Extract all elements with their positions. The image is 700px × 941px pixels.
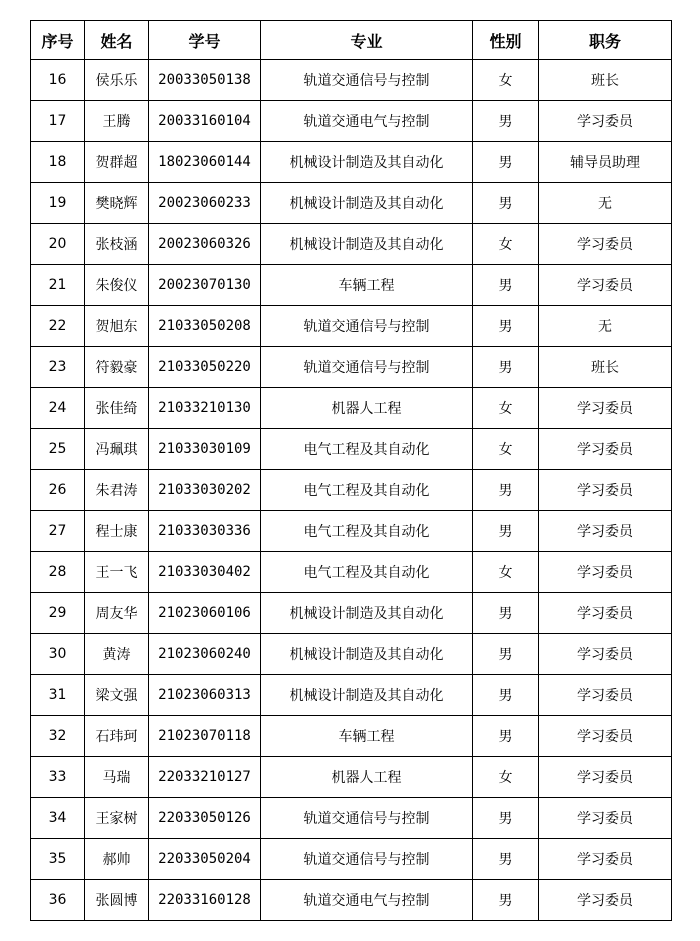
cell-student-id: 21033050220: [149, 347, 261, 388]
cell-name: 王一飞: [85, 552, 149, 593]
cell-position: 学习委员: [539, 429, 672, 470]
cell-gender: 男: [473, 675, 539, 716]
table-row: [31, 306, 672, 347]
cell-major: 车辆工程: [261, 265, 473, 306]
table-row: [31, 675, 672, 716]
cell-major: 轨道交通信号与控制: [261, 60, 473, 101]
cell-major: 轨道交通电气与控制: [261, 880, 473, 921]
cell-name: 石玮珂: [85, 716, 149, 757]
cell-student-id: 21023060240: [149, 634, 261, 675]
cell-student-id: 22033210127: [149, 757, 261, 798]
cell-gender: 男: [473, 880, 539, 921]
header-gender: 性别: [473, 21, 539, 60]
cell-position: 班长: [539, 60, 672, 101]
cell-student-id: 18023060144: [149, 142, 261, 183]
cell-gender: 男: [473, 470, 539, 511]
cell-seq: 31: [31, 675, 85, 716]
cell-name: 樊晓辉: [85, 183, 149, 224]
table-row: [31, 798, 672, 839]
cell-major: 轨道交通信号与控制: [261, 306, 473, 347]
cell-seq: 16: [31, 60, 85, 101]
cell-position: 学习委员: [539, 880, 672, 921]
cell-major: 电气工程及其自动化: [261, 552, 473, 593]
cell-gender: 男: [473, 716, 539, 757]
header-position: 职务: [539, 21, 672, 60]
cell-gender: 男: [473, 798, 539, 839]
cell-seq: 18: [31, 142, 85, 183]
cell-position: 学习委员: [539, 716, 672, 757]
cell-name: 冯珮琪: [85, 429, 149, 470]
cell-gender: 男: [473, 183, 539, 224]
table-row: [31, 60, 672, 101]
cell-student-id: 22033050126: [149, 798, 261, 839]
cell-position: 学习委员: [539, 224, 672, 265]
header-student-id: 学号: [149, 21, 261, 60]
cell-seq: 23: [31, 347, 85, 388]
cell-seq: 26: [31, 470, 85, 511]
cell-name: 朱君涛: [85, 470, 149, 511]
cell-gender: 男: [473, 265, 539, 306]
cell-name: 马瑞: [85, 757, 149, 798]
header-name: 姓名: [85, 21, 149, 60]
cell-major: 电气工程及其自动化: [261, 511, 473, 552]
cell-seq: 29: [31, 593, 85, 634]
cell-name: 黄涛: [85, 634, 149, 675]
table-row: [31, 142, 672, 183]
cell-position: 学习委员: [539, 839, 672, 880]
cell-gender: 女: [473, 552, 539, 593]
roster-body: [31, 60, 672, 921]
table-row: [31, 757, 672, 798]
cell-student-id: 21033030202: [149, 470, 261, 511]
cell-student-id: 20023070130: [149, 265, 261, 306]
table-row: [31, 716, 672, 757]
cell-gender: 女: [473, 60, 539, 101]
table-row: [31, 839, 672, 880]
cell-seq: 20: [31, 224, 85, 265]
cell-seq: 25: [31, 429, 85, 470]
cell-position: 无: [539, 306, 672, 347]
cell-name: 周友华: [85, 593, 149, 634]
cell-gender: 女: [473, 429, 539, 470]
cell-seq: 17: [31, 101, 85, 142]
roster-document: [30, 20, 672, 921]
cell-seq: 33: [31, 757, 85, 798]
cell-name: 朱俊仪: [85, 265, 149, 306]
cell-gender: 男: [473, 593, 539, 634]
cell-position: 学习委员: [539, 511, 672, 552]
cell-student-id: 21023070118: [149, 716, 261, 757]
cell-student-id: 21023060106: [149, 593, 261, 634]
cell-position: 学习委员: [539, 593, 672, 634]
cell-seq: 19: [31, 183, 85, 224]
cell-major: 机械设计制造及其自动化: [261, 634, 473, 675]
cell-name: 贺旭东: [85, 306, 149, 347]
cell-major: 机械设计制造及其自动化: [261, 183, 473, 224]
cell-seq: 24: [31, 388, 85, 429]
cell-major: 轨道交通信号与控制: [261, 839, 473, 880]
cell-major: 机械设计制造及其自动化: [261, 675, 473, 716]
cell-position: 学习委员: [539, 101, 672, 142]
cell-major: 轨道交通信号与控制: [261, 347, 473, 388]
cell-gender: 男: [473, 101, 539, 142]
cell-gender: 女: [473, 388, 539, 429]
cell-seq: 22: [31, 306, 85, 347]
cell-position: 学习委员: [539, 388, 672, 429]
table-row: [31, 183, 672, 224]
cell-gender: 男: [473, 511, 539, 552]
cell-name: 梁文强: [85, 675, 149, 716]
cell-position: 学习委员: [539, 798, 672, 839]
cell-name: 符毅豪: [85, 347, 149, 388]
cell-student-id: 22033050204: [149, 839, 261, 880]
table-row: [31, 511, 672, 552]
cell-major: 机械设计制造及其自动化: [261, 224, 473, 265]
cell-gender: 男: [473, 634, 539, 675]
cell-student-id: 20033160104: [149, 101, 261, 142]
cell-seq: 32: [31, 716, 85, 757]
cell-seq: 30: [31, 634, 85, 675]
cell-major: 车辆工程: [261, 716, 473, 757]
cell-student-id: 21033030402: [149, 552, 261, 593]
cell-position: 学习委员: [539, 675, 672, 716]
table-row: [31, 265, 672, 306]
roster-table: [30, 20, 672, 921]
cell-seq: 21: [31, 265, 85, 306]
cell-gender: 女: [473, 224, 539, 265]
cell-major: 机械设计制造及其自动化: [261, 142, 473, 183]
cell-major: 电气工程及其自动化: [261, 429, 473, 470]
table-row: [31, 224, 672, 265]
cell-name: 王腾: [85, 101, 149, 142]
cell-seq: 27: [31, 511, 85, 552]
header-major: 专业: [261, 21, 473, 60]
cell-student-id: 21033210130: [149, 388, 261, 429]
cell-student-id: 20023060233: [149, 183, 261, 224]
cell-gender: 男: [473, 142, 539, 183]
cell-position: 班长: [539, 347, 672, 388]
cell-gender: 男: [473, 347, 539, 388]
cell-name: 张枝涵: [85, 224, 149, 265]
cell-position: 学习委员: [539, 470, 672, 511]
cell-student-id: 21023060313: [149, 675, 261, 716]
cell-major: 机器人工程: [261, 757, 473, 798]
cell-major: 机器人工程: [261, 388, 473, 429]
table-row: [31, 470, 672, 511]
cell-position: 学习委员: [539, 265, 672, 306]
table-row: [31, 880, 672, 921]
cell-seq: 35: [31, 839, 85, 880]
cell-student-id: 21033050208: [149, 306, 261, 347]
cell-major: 轨道交通电气与控制: [261, 101, 473, 142]
cell-name: 张佳绮: [85, 388, 149, 429]
cell-name: 王家树: [85, 798, 149, 839]
cell-major: 轨道交通信号与控制: [261, 798, 473, 839]
cell-name: 郝帅: [85, 839, 149, 880]
table-row: [31, 101, 672, 142]
cell-student-id: 22033160128: [149, 880, 261, 921]
table-row: [31, 388, 672, 429]
cell-position: 学习委员: [539, 757, 672, 798]
cell-position: 无: [539, 183, 672, 224]
cell-major: 电气工程及其自动化: [261, 470, 473, 511]
table-row: [31, 593, 672, 634]
header-seq: 序号: [31, 21, 85, 60]
table-row: [31, 429, 672, 470]
cell-seq: 28: [31, 552, 85, 593]
cell-name: 侯乐乐: [85, 60, 149, 101]
cell-student-id: 20033050138: [149, 60, 261, 101]
cell-gender: 男: [473, 306, 539, 347]
table-row: [31, 347, 672, 388]
cell-position: 学习委员: [539, 552, 672, 593]
cell-student-id: 21033030109: [149, 429, 261, 470]
table-row: [31, 552, 672, 593]
header-row: [31, 21, 672, 60]
cell-gender: 女: [473, 757, 539, 798]
cell-position: 辅导员助理: [539, 142, 672, 183]
cell-major: 机械设计制造及其自动化: [261, 593, 473, 634]
cell-seq: 34: [31, 798, 85, 839]
cell-seq: 36: [31, 880, 85, 921]
cell-name: 贺群超: [85, 142, 149, 183]
table-row: [31, 634, 672, 675]
cell-gender: 男: [473, 839, 539, 880]
cell-position: 学习委员: [539, 634, 672, 675]
cell-name: 张圆博: [85, 880, 149, 921]
cell-name: 程士康: [85, 511, 149, 552]
cell-student-id: 21033030336: [149, 511, 261, 552]
cell-student-id: 20023060326: [149, 224, 261, 265]
